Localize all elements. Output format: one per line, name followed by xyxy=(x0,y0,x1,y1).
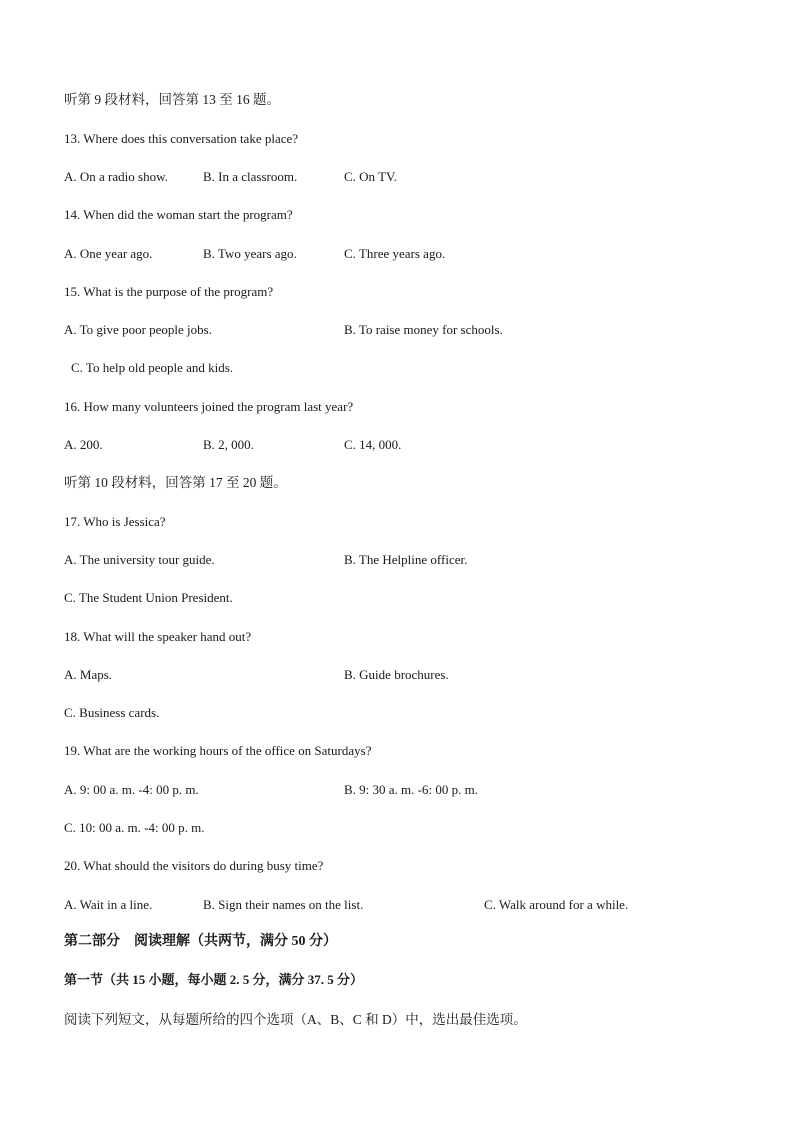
option-16-b: B. 2, 000. xyxy=(203,437,254,452)
question-15: 15. What is the purpose of the program? xyxy=(64,284,274,299)
option-20-c: C. Walk around for a while. xyxy=(484,897,629,912)
option-18-c: C. Business cards. xyxy=(64,705,160,720)
option-19-b: B. 9: 30 a. m. -6: 00 p. m. xyxy=(344,782,478,797)
option-15-a: A. To give poor people jobs. xyxy=(64,322,212,337)
option-16-a: A. 200. xyxy=(64,437,103,452)
option-19-c: C. 10: 00 a. m. -4: 00 p. m. xyxy=(64,820,205,835)
question-16: 16. How many volunteers joined the program last year? xyxy=(64,399,354,414)
question-18: 18. What will the speaker hand out? xyxy=(64,629,252,644)
option-14-b: B. Two years ago. xyxy=(203,246,297,261)
option-14-c: C. Three years ago. xyxy=(344,246,446,261)
option-17-b: B. The Helpline officer. xyxy=(344,552,468,567)
option-15-c: C. To help old people and kids. xyxy=(71,360,234,375)
option-20-a: A. Wait in a line. xyxy=(64,897,153,912)
option-17-a: A. The university tour guide. xyxy=(64,552,215,567)
section-1-heading: 第一节（共 15 小题，每小题 2. 5 分，满分 37. 5 分） xyxy=(64,972,364,987)
question-17: 17. Who is Jessica? xyxy=(64,514,166,529)
option-13-c: C. On TV. xyxy=(344,169,397,184)
question-14: 14. When did the woman start the program? xyxy=(64,207,293,222)
reading-instruction: 阅读下列短文，从每题所给的四个选项（A、B、C 和 D）中，选出最佳选项。 xyxy=(64,1012,527,1027)
part-2-heading: 第二部分 阅读理解（共两节，满分 50 分） xyxy=(64,934,337,949)
option-19-a: A. 9: 00 a. m. -4: 00 p. m. xyxy=(64,782,199,797)
question-20: 20. What should the visitors do during busy time? xyxy=(64,858,324,873)
option-18-a: A. Maps. xyxy=(64,667,113,682)
question-13: 13. Where does this conversation take place? xyxy=(64,131,299,146)
section-9-instruction: 听第 9 段材料，回答第 13 至 16 题。 xyxy=(64,92,280,107)
option-13-b: B. In a classroom. xyxy=(203,169,298,184)
option-14-a: A. One year ago. xyxy=(64,246,153,261)
option-16-c: C. 14, 000. xyxy=(344,437,402,452)
option-18-b: B. Guide brochures. xyxy=(344,667,449,682)
option-17-c: C. The Student Union President. xyxy=(64,590,233,605)
option-13-a: A. On a radio show. xyxy=(64,169,168,184)
option-15-b: B. To raise money for schools. xyxy=(344,322,503,337)
question-19: 19. What are the working hours of the office on Saturdays? xyxy=(64,743,372,758)
section-10-instruction: 听第 10 段材料，回答第 17 至 20 题。 xyxy=(64,475,287,490)
option-20-b: B. Sign their names on the list. xyxy=(203,897,364,912)
